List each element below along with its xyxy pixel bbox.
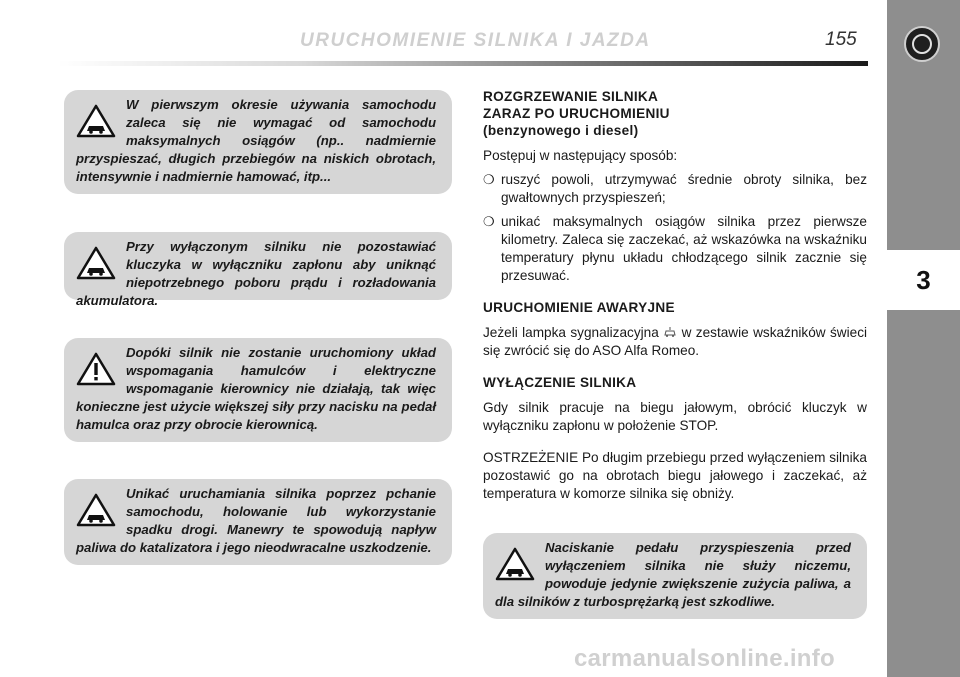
heading-line: ZARAZ PO URUCHOMIENIU: [483, 106, 670, 121]
emergency-start-text: [483, 324, 867, 360]
right-column: [483, 88, 867, 509]
list-item-text: unikać maksymalnych osiągów silnika przez pierwsze kilometry. Zaleca się zaczekać, aż wskazówka na wskaźniku temperatury płynu układu chłodzącego silnik zacznie się przesuwać.: [501, 214, 867, 283]
page-header-title: URUCHOMIENIE SILNIKA I JAZDA: [300, 30, 651, 51]
emergency-text-part: w zestawie wskaźników świeci się zwrócić się do ASO Alfa Romeo.: [483, 325, 868, 358]
list-item-text: ruszyć powoli, utrzymywać średnie obroty silnika, bez gwałtownych przyspieszeń;: [501, 172, 867, 205]
warning-note-text: Przy wyłączonym silniku nie pozostawiać kluczyka w wyłączniku zapłonu aby uniknąć niepotrzebnego poboru prądu i rozładowania akumulatora.: [76, 239, 436, 308]
alfa-romeo-logo-icon: [904, 26, 940, 62]
car-warning-icon: [495, 547, 535, 581]
list-item: [483, 213, 867, 285]
section-heading-warmup: [483, 88, 867, 139]
exclamation-warning-icon: [76, 352, 116, 386]
watermark: carmanualsonline.info: [574, 645, 836, 672]
warning-note-text: Unikać uruchamiania silnika poprzez pchanie samochodu, holowanie lub wykorzystanie spadku drogi. Manewry te spowodują napływ paliwa do katalizatora i jego nieodwracalne uszkodzenie.: [76, 486, 436, 555]
section-heading-engine-stop: WYŁĄCZENIE SILNIKA: [483, 375, 637, 390]
bullet-circle-icon: ❍: [483, 172, 495, 187]
car-warning-icon: [76, 246, 116, 280]
immobilizer-warning-icon: [663, 326, 677, 338]
emergency-text-part: Jeżeli lampka sygnalizacyjna: [483, 325, 659, 340]
heading-line: ROZGRZEWANIE SILNIKA: [483, 89, 659, 104]
engine-stop-warning: OSTRZEŻENIE Po długim przebiegu przed wyłączeniem silnika pozostawić go na obrotach biegu jałowego i zaczekać, aż temperatura w komorze silnika się obniży.: [483, 450, 867, 501]
page-number: 155: [825, 29, 857, 50]
header-divider: [58, 61, 868, 66]
warning-note-text: W pierwszym okresie używania samochodu zaleca się nie wymagać od samochodu maksymalnych osiągów (np.. nadmiernie przyspieszać, długich przebiegów na niskich obrotach, intensywnie i nadmiernie hamować, itp...: [76, 97, 436, 184]
section-heading-emergency-start: URUCHOMIENIE AWARYJNE: [483, 300, 675, 315]
bullet-circle-icon: ❍: [483, 214, 495, 229]
chapter-number: 3: [887, 250, 960, 310]
car-warning-icon: [76, 493, 116, 527]
warning-note-text: Naciskanie pedału przyspieszenia przed wyłączeniem silnika nie służy niczemu, powoduje jedynie zwiększenie zużycia paliwa, a dla silników z turbosprężarką jest szkodliwe.: [495, 540, 851, 609]
engine-stop-paragraph: Gdy silnik pracuje na biegu jałowym, obrócić kluczyk w wyłączniku zapłonu w położenie STOP.: [483, 400, 867, 433]
warning-note-text: Dopóki silnik nie zostanie uruchomiony układ wspomagania hamulców i elektryczne wspomaganie kierownicy nie działają, tak więc konieczne jest użycie większej siły przy nacisku na pedał hamulca oraz przy obrocie kierownicą.: [76, 345, 436, 432]
heading-line: (benzynowego i diesel): [483, 123, 639, 138]
warning-note-right: [483, 533, 867, 619]
side-tab: [887, 0, 960, 677]
car-warning-icon: [76, 104, 116, 138]
bullet-list: [483, 171, 867, 285]
warning-note-1: [64, 90, 452, 194]
warning-note-2: [64, 232, 452, 308]
warning-note-4: [64, 479, 452, 565]
list-item: [483, 171, 867, 207]
warning-note-3: [64, 338, 452, 442]
section-intro: Postępuj w następujący sposób:: [483, 148, 678, 163]
